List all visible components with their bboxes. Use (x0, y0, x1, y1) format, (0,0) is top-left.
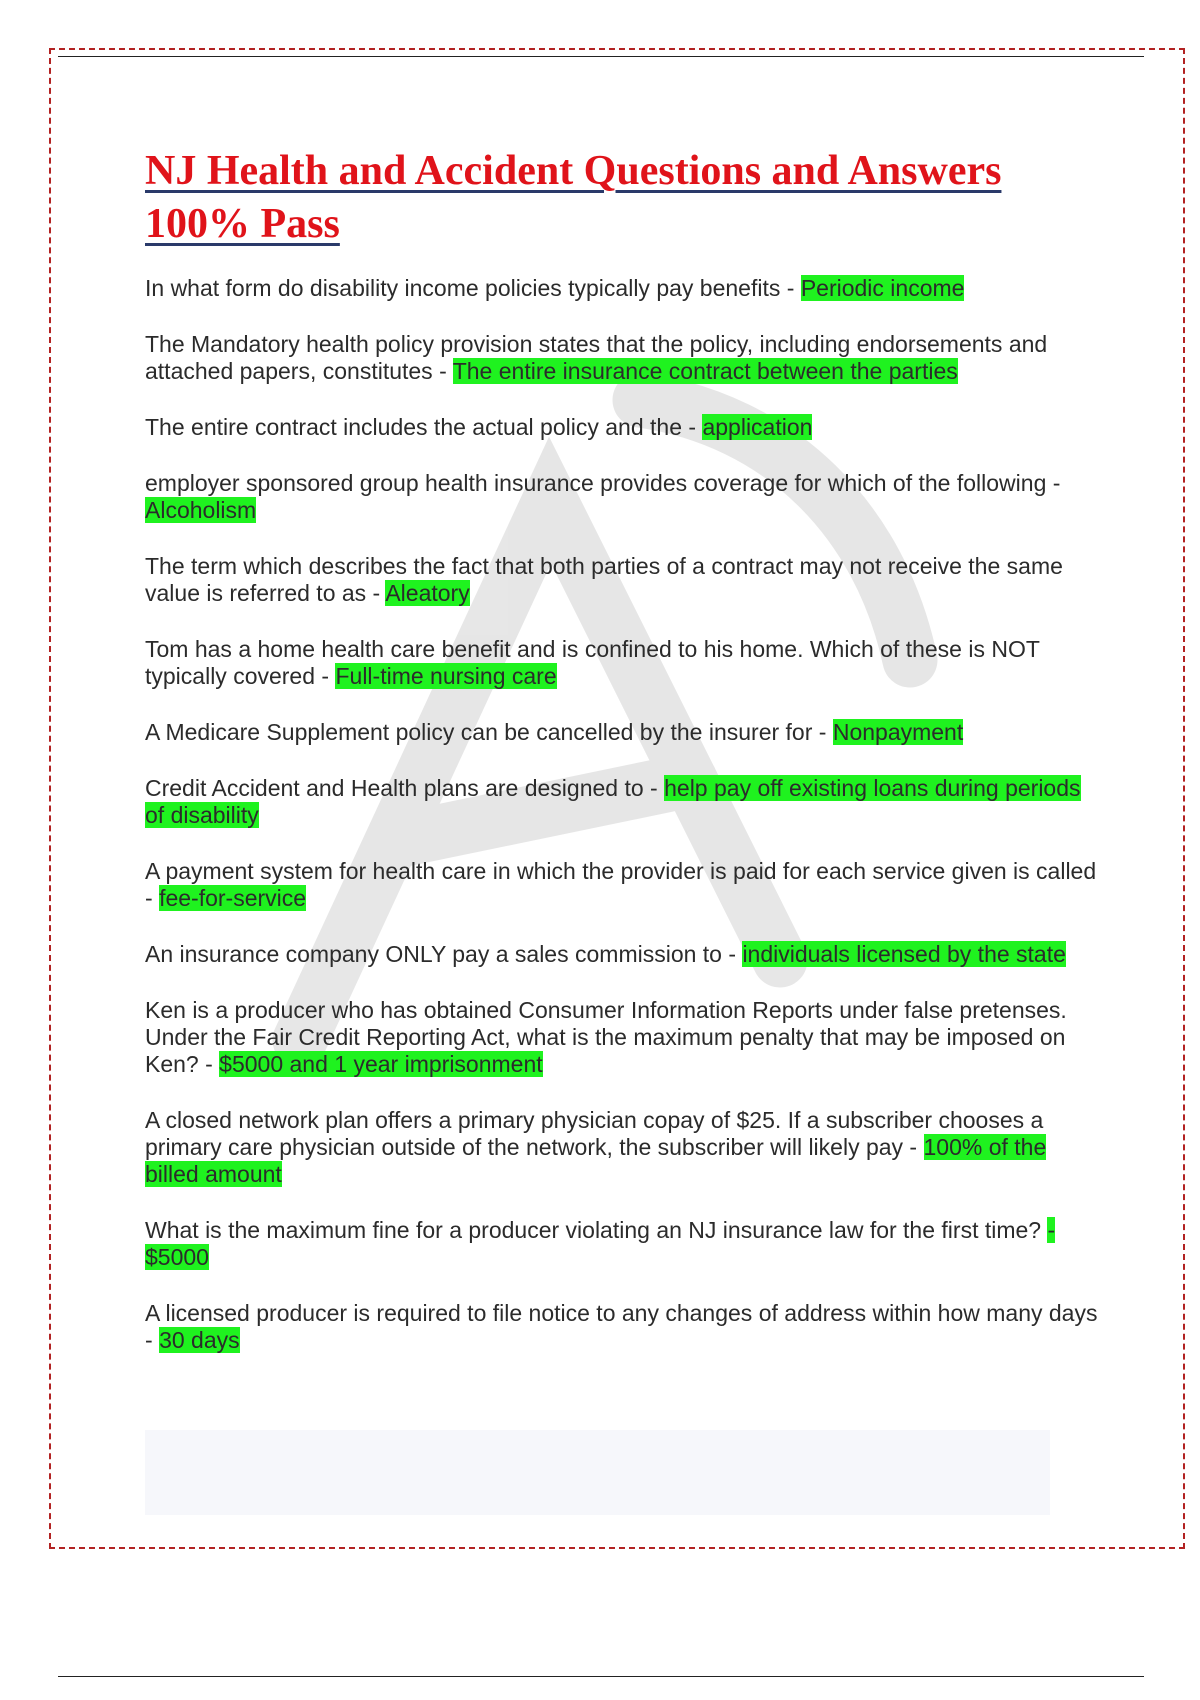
qa-separator: - (145, 885, 160, 911)
question-text: In what form do disability income policies typically pay benefits (145, 275, 781, 301)
qa-item (145, 275, 1100, 302)
qa-item (145, 1300, 1100, 1354)
title-line-1: NJ Health and Accident Questions and Answers (145, 148, 1002, 194)
qa-separator: - (1046, 470, 1061, 496)
question-text: A payment system for health care in which the provider is paid for each service given is called (145, 858, 1097, 884)
qa-separator: - (366, 580, 386, 606)
qa-item (145, 997, 1100, 1078)
top-rule (58, 56, 1144, 57)
qa-item (145, 414, 1100, 441)
qa-separator: - (721, 941, 743, 967)
answer-highlight: fee-for-service (159, 885, 307, 911)
question-text: The Mandatory health policy provision states that the policy, including endorsements and attached papers, constitutes (145, 331, 1048, 384)
qa-list (145, 275, 1100, 1354)
qa-separator: - (780, 275, 801, 301)
qa-item (145, 636, 1100, 690)
answer-highlight: Full-time nursing care (335, 663, 557, 689)
bottom-rule (58, 1676, 1144, 1677)
answer-highlight: Nonpayment (832, 719, 964, 745)
qa-separator: - (315, 663, 336, 689)
answer-highlight: $5000 and 1 year imprisonment (219, 1051, 543, 1077)
answer-highlight: Alcoholism (145, 497, 257, 523)
answer-highlight: The entire insurance contract between the parties (452, 358, 958, 384)
question-text: A Medicare Supplement policy can be cancelled by the insurer for (145, 719, 813, 745)
answer-highlight: individuals licensed by the state (742, 941, 1066, 967)
qa-separator: - (812, 719, 833, 745)
qa-separator: - (682, 414, 703, 440)
qa-item (145, 553, 1100, 607)
qa-separator: - (432, 358, 453, 384)
qa-item (145, 858, 1100, 912)
question-text: A licensed producer is required to file notice to any changes of address within how many days (145, 1300, 1098, 1326)
qa-item (145, 1107, 1100, 1188)
answer-highlight: 30 days (159, 1327, 240, 1353)
answer-highlight: application (702, 414, 813, 440)
blank-placeholder-box (145, 1430, 1050, 1515)
question-text: The term which describes the fact that both parties of a contract may not receive the same value is referred to as (145, 553, 1063, 606)
question-text: A closed network plan offers a primary physician copay of $25. If a subscriber chooses a primary care physician outside of the network, the subscriber will likely pay (145, 1107, 1044, 1160)
qa-item (145, 719, 1100, 746)
page-title (145, 145, 1100, 251)
answer-highlight: - $5000 (145, 1217, 1056, 1270)
question-text: Credit Accident and Health plans are designed to (145, 775, 644, 801)
question-text: Ken is a producer who has obtained Consumer Information Reports under false pretenses. Under the Fair Credit Reporting Act, what is the maximum penalty that may be imposed on Ken? (145, 997, 1067, 1077)
qa-item (145, 1217, 1100, 1271)
question-text: What is the maximum fine for a producer violating an NJ insurance law for the first time? (145, 1217, 1042, 1243)
title-line-2: 100% Pass (145, 201, 340, 247)
question-text: The entire contract includes the actual policy and the (145, 414, 682, 440)
answer-highlight: Aleatory (385, 580, 470, 606)
qa-separator: - (903, 1134, 924, 1160)
question-text: An insurance company ONLY pay a sales commission to (145, 941, 722, 967)
answer-highlight: 100% of the billed amount (145, 1134, 1047, 1187)
qa-item (145, 331, 1100, 385)
qa-item (145, 775, 1100, 829)
qa-item (145, 470, 1100, 524)
document-content (145, 145, 1100, 1383)
qa-separator: - (198, 1051, 220, 1077)
answer-highlight: help pay off existing loans during periods of disability (145, 775, 1081, 828)
qa-separator: - (145, 1327, 160, 1353)
qa-separator: - (643, 775, 665, 801)
answer-highlight: Periodic income (800, 275, 965, 301)
qa-item (145, 941, 1100, 968)
question-text: employer sponsored group health insurance provides coverage for which of the following (145, 470, 1047, 496)
question-text: Tom has a home health care benefit and is confined to his home. Which of these is NOT typically covered (145, 636, 1040, 689)
